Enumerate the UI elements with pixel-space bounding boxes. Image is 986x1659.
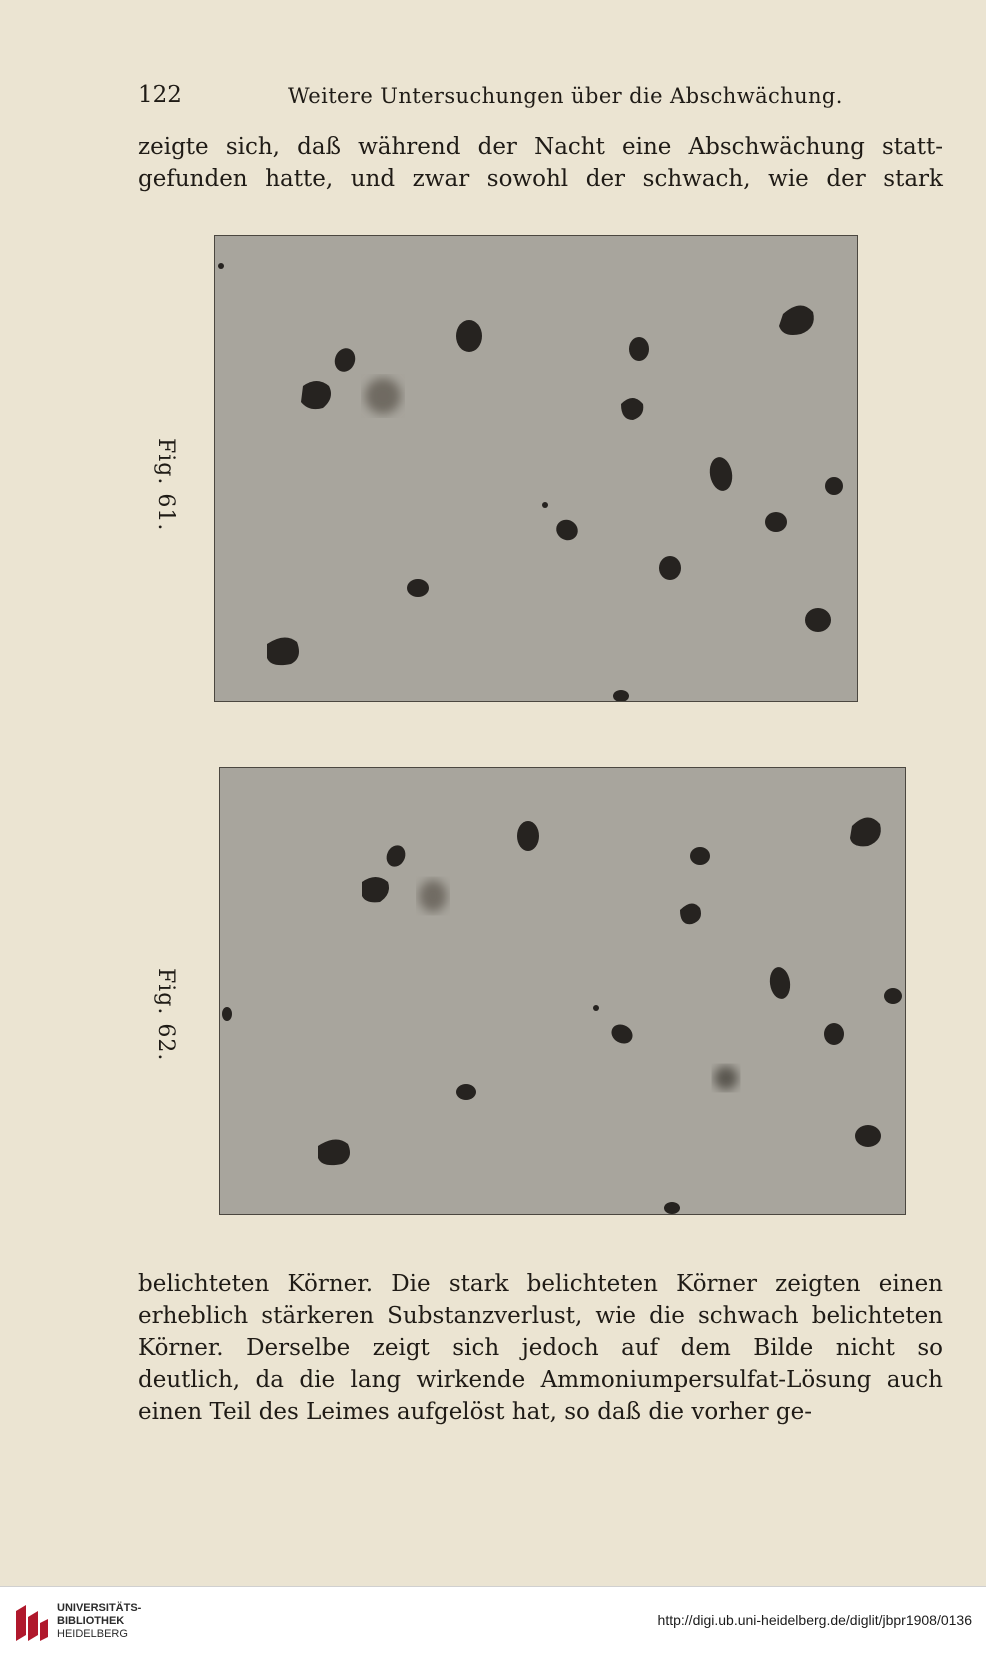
silver-grain [824, 1023, 844, 1045]
library-name [57, 1602, 141, 1641]
silver-grain [779, 305, 814, 335]
library-name-line: BIBLIOTHEK [57, 1615, 125, 1627]
figure-61-caption: Fig. 61. [153, 438, 178, 532]
permalink-url[interactable]: http://digi.ub.uni-heidelberg.de/diglit/jbpr1908/0136 [657, 1612, 972, 1628]
silver-grain [621, 398, 643, 420]
text-line: gefunden hatte, und zwar sowohl der schwach, wie der stark [138, 166, 943, 192]
text-line: zeigte sich, daß während der Nacht eine Abschwächung statt- [138, 134, 943, 160]
page-header [138, 82, 948, 114]
library-logo-icon [12, 1601, 52, 1645]
text-line: einen Teil des Leimes aufgelöst hat, so daß die vorher ge- [138, 1399, 812, 1425]
running-title: Weitere Untersuchungen über die Abschwächung. [288, 84, 843, 108]
figure-62-photomicrograph [219, 767, 906, 1215]
library-name-line: HEIDELBERG [57, 1628, 128, 1640]
silver-grain [664, 1202, 680, 1214]
library-footer [0, 1586, 986, 1659]
silver-grain [707, 455, 735, 492]
silver-grain [629, 337, 649, 361]
silver-grain [331, 345, 358, 374]
silver-grain [608, 1021, 636, 1048]
silver-grain [383, 842, 409, 870]
paragraph-bottom [138, 1268, 943, 1428]
silver-grain [267, 637, 299, 665]
silver-grain [218, 263, 224, 269]
silver-grain [884, 988, 902, 1004]
silver-grain [318, 1139, 350, 1165]
silver-grain [407, 579, 429, 597]
text-line: belichteten Körner. Die stark belichteten Körner zeigten einen [138, 1271, 943, 1297]
grain-photo-62 [220, 768, 905, 1214]
silver-grain [517, 821, 539, 851]
faint-grain [714, 1066, 738, 1090]
text-line: deutlich, da die lang wirkende Ammoniumpersulfat-Lösung auch [138, 1367, 943, 1393]
faint-grain [419, 880, 447, 912]
silver-grain [552, 516, 581, 544]
silver-grain [593, 1005, 599, 1011]
silver-grain [850, 817, 881, 846]
silver-grain [825, 477, 843, 495]
text-line: Körner. Derselbe zeigt sich jedoch auf dem Bilde nicht so [138, 1335, 943, 1361]
silver-grain [456, 320, 482, 352]
silver-grain [765, 512, 787, 532]
silver-grain [680, 903, 701, 924]
page-number: 122 [138, 82, 182, 108]
silver-grain [613, 690, 629, 701]
silver-grain [855, 1125, 881, 1147]
silver-grain [362, 877, 389, 902]
silver-grain [301, 381, 331, 409]
silver-grain [456, 1084, 476, 1100]
silver-grain [659, 556, 681, 580]
text-line: erheblich stärkeren Substanzverlust, wie die schwach belichteten [138, 1303, 943, 1329]
silver-grain [542, 502, 548, 508]
silver-grain [222, 1007, 232, 1021]
silver-grain [768, 966, 792, 1000]
faint-grain [365, 378, 401, 414]
figure-62-caption: Fig. 62. [153, 968, 178, 1062]
library-name-line: UNIVERSITÄTS- [57, 1602, 142, 1614]
figure-61-photomicrograph [214, 235, 858, 702]
silver-grain [805, 608, 831, 632]
paragraph-top [138, 131, 943, 195]
silver-grain [690, 847, 710, 865]
grain-photo-61 [215, 236, 857, 701]
